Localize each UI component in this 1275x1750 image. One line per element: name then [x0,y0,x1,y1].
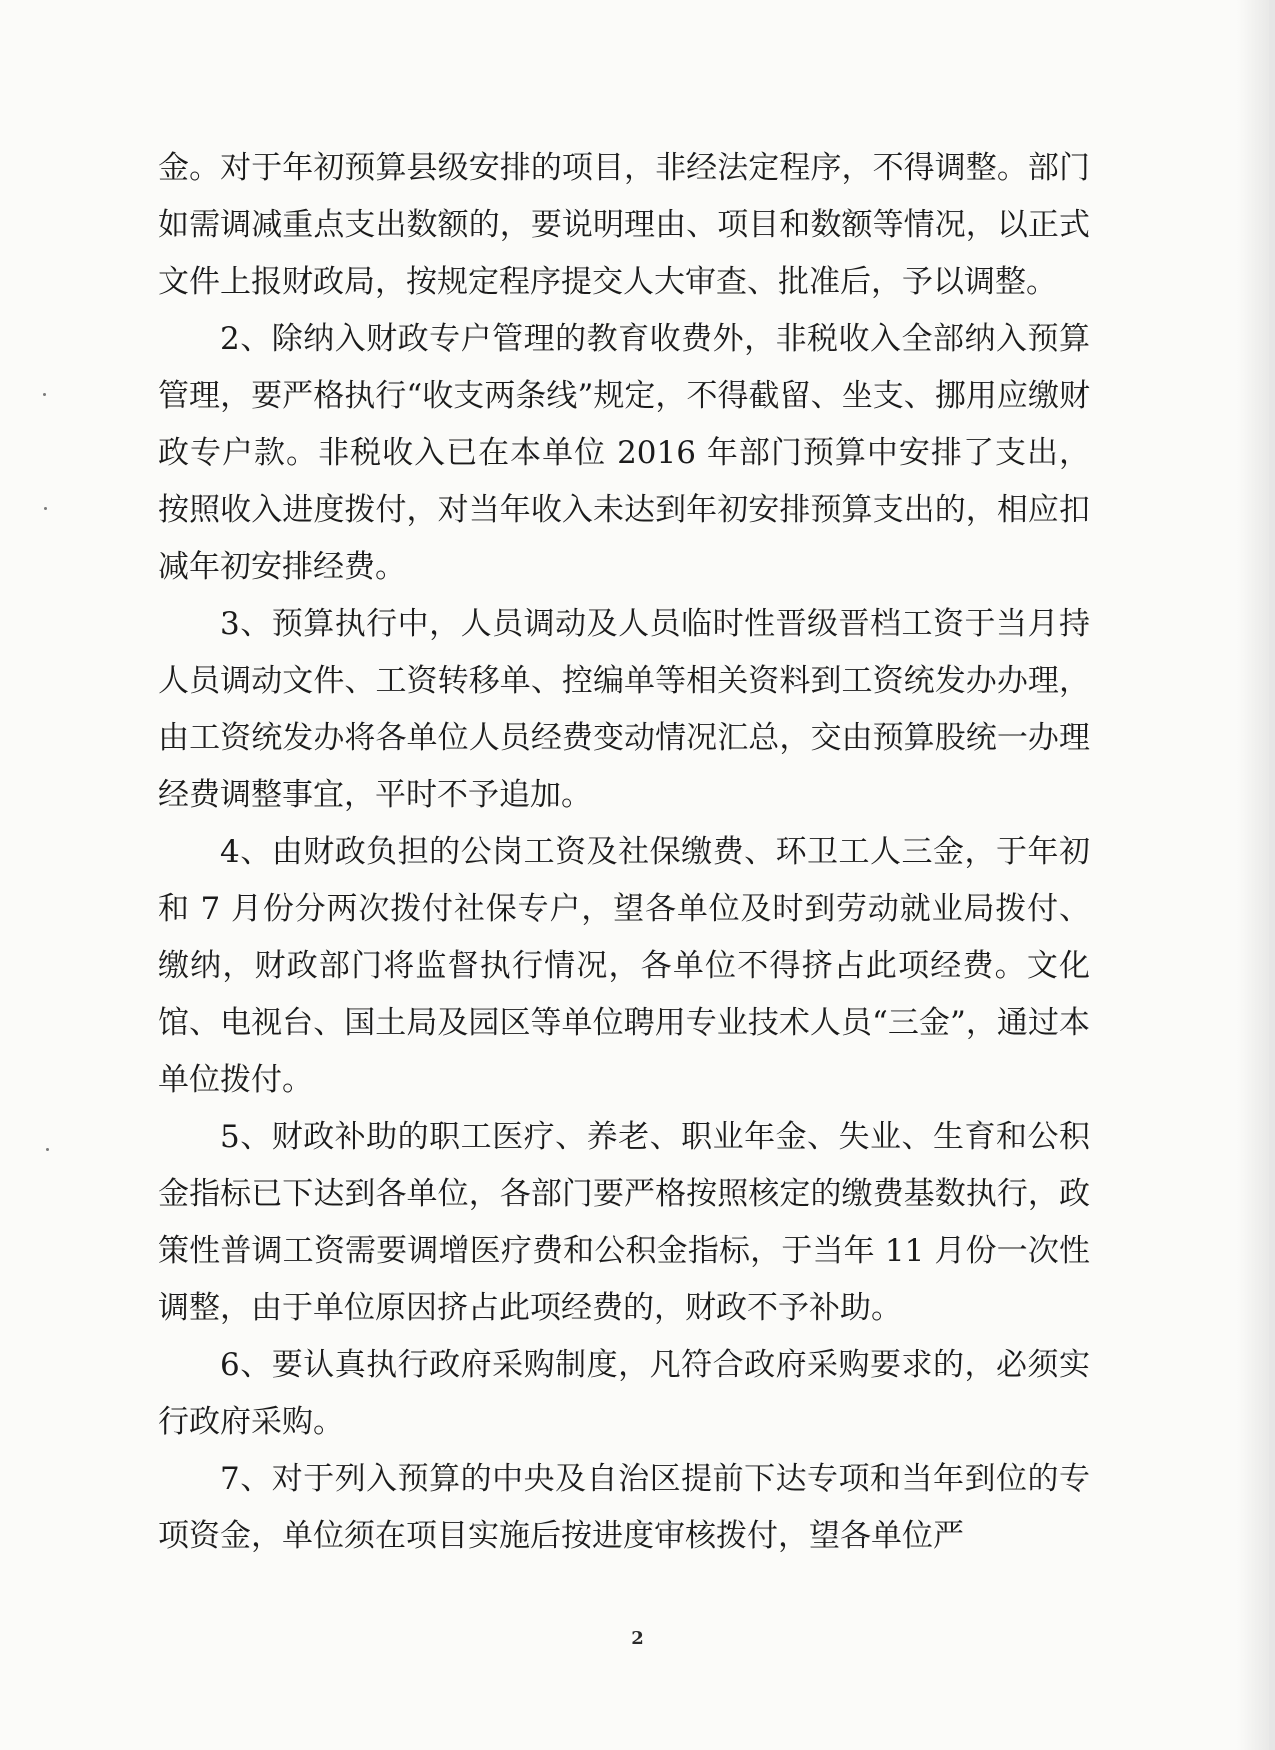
scan-speck [46,1148,49,1151]
document-body [158,140,1090,1565]
paragraph-item-6: 6、要认真执行政府采购制度，凡符合政府采购要求的，必须实行政府采购。 [158,1347,1090,1440]
paragraph-item-7: 7、对于列入预算的中央及自治区提前下达专项和当年到位的专项资金，单位须在项目实施后按进度审核拨付，望各单位严 [158,1461,1090,1554]
scan-speck [43,393,46,396]
scan-speck [44,507,47,510]
paragraph-item-2: 2、除纳入财政专户管理的教育收费外，非税收入全部纳入预算管理，要严格执行“收支两条线”规定，不得截留、坐支、挪用应缴财政专户款。非税收入已在本单位 2016 年部门预算中安排了支出，按照收入进度拨付，对当年收入未达到年初安排预算支出的，相应扣减年初安排经费。 [158,321,1090,585]
paragraph-item-3: 3、预算执行中，人员调动及人员临时性晋级晋档工资于当月持人员调动文件、工资转移单、控编单等相关资料到工资统发办办理，由工资统发办将各单位人员经费变动情况汇总，交由预算股统一办理经费调整事宜，平时不予追加。 [158,606,1090,813]
paragraph-item-5: 5、财政补助的职工医疗、养老、职业年金、失业、生育和公积金指标已下达到各单位，各部门要严格按照核定的缴费基数执行，政策性普调工资需要调增医疗费和公积金指标，于当年 11 月份一次性调整，由于单位原因挤占此项经费的，财政不予补助。 [158,1119,1090,1326]
scan-edge [1269,0,1275,1750]
paragraph-continuation: 金。对于年初预算县级安排的项目，非经法定程序，不得调整。部门如需调减重点支出数额的，要说明理由、项目和数额等情况，以正式文件上报财政局，按规定程序提交人大审查、批准后，予以调整。 [158,150,1090,300]
page-number: 2 [631,1628,644,1649]
paragraph-item-4: 4、由财政负担的公岗工资及社保缴费、环卫工人三金，于年初和 7 月份分两次拨付社保专户，望各单位及时到劳动就业局拨付、缴纳，财政部门将监督执行情况，各单位不得挤占此项经费。文化馆、电视台、国土局及园区等单位聘用专业技术人员“三金”，通过本单位拨付。 [158,834,1090,1098]
